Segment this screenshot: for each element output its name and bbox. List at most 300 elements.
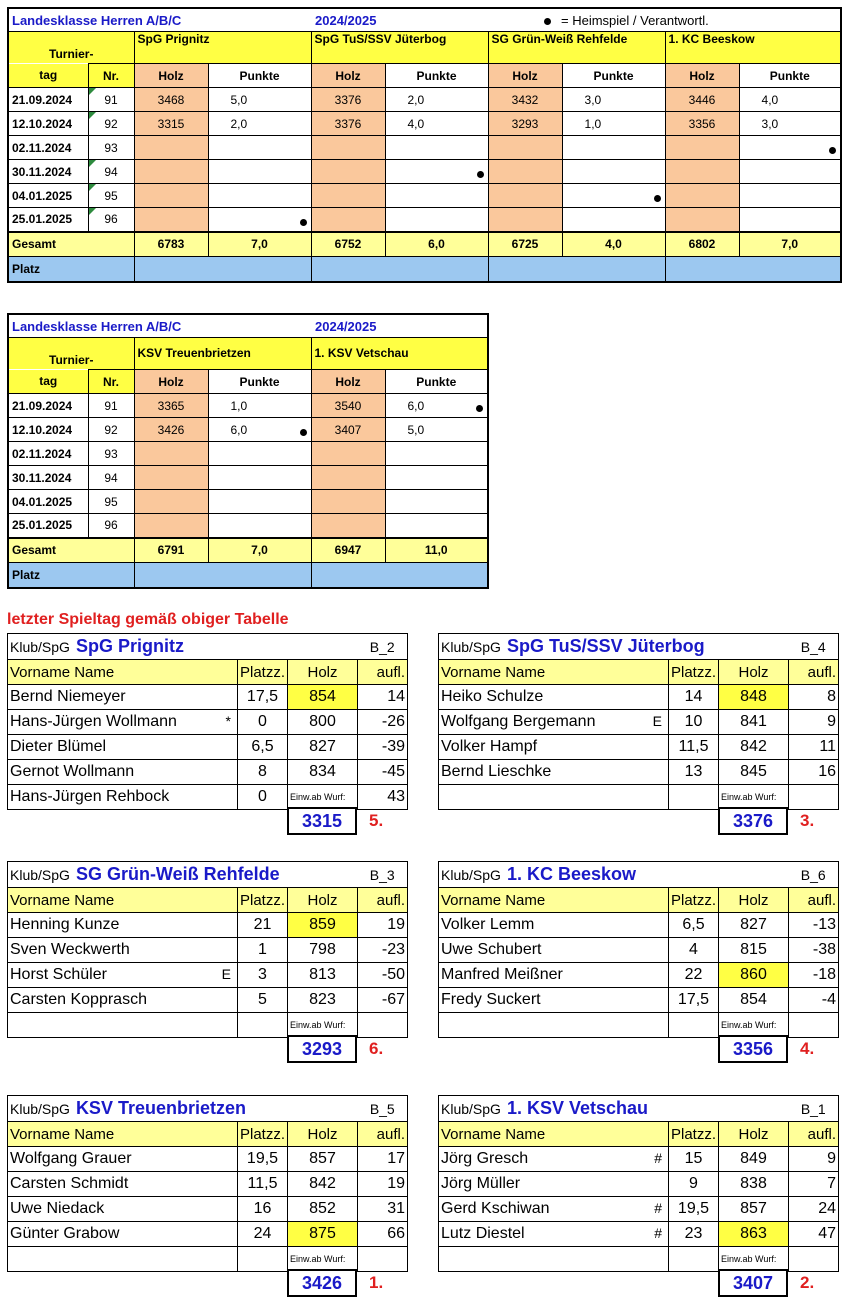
col-vorname: Vorname Name: [8, 660, 238, 685]
player-platz: 17,5: [238, 685, 288, 710]
player-aufl: -39: [358, 735, 408, 760]
col-holz: Holz: [311, 64, 385, 88]
player-platz: 6,5: [238, 735, 288, 760]
gesamt-punkte: 7,0: [739, 232, 841, 257]
player-name: Günter Grabow: [8, 1222, 238, 1247]
player-platz: 14: [669, 685, 719, 710]
standings-season: 2024/2025: [311, 8, 488, 32]
extra-player-platz: [669, 785, 719, 810]
player-holz: 815: [719, 938, 789, 963]
round-row: [8, 514, 488, 538]
player-name: Bernd Niemeyer: [8, 685, 238, 710]
club-code: B_6: [789, 862, 839, 888]
player-platz: 11,5: [238, 1172, 288, 1197]
round-nr: 93: [88, 136, 134, 160]
round-row: [8, 88, 841, 112]
round-nr: 91: [88, 394, 134, 418]
col-punkte: Punkte: [208, 370, 311, 394]
player-name: Horst Schüler E: [8, 963, 238, 988]
col-holz: Holz: [288, 1122, 358, 1147]
player-holz: 852: [288, 1197, 358, 1222]
extra-row: [8, 785, 408, 810]
round-row: [8, 490, 488, 514]
club-rank: 1.: [369, 1273, 384, 1292]
team-header: 1. KSV Vetschau: [311, 338, 488, 370]
col-punkte: Punkte: [208, 64, 311, 88]
gesamt-row: [8, 232, 841, 257]
player-row: [8, 1147, 408, 1172]
player-platz: 9: [669, 1172, 719, 1197]
player-aufl: 11: [789, 735, 839, 760]
club-box: [7, 1095, 408, 1293]
punkte-value: 5,0: [208, 88, 311, 112]
extra-row: [8, 1247, 408, 1272]
player-row: [439, 938, 839, 963]
home-note: = Heimspiel / Verantwortl.: [488, 8, 841, 32]
player-aufl: 8: [789, 685, 839, 710]
gesamt-holz: 6947: [311, 538, 385, 563]
player-platz: 15: [669, 1147, 719, 1172]
club-name: 1. KC Beeskow: [506, 864, 636, 884]
holz-value: 3446: [665, 88, 739, 112]
player-aufl: 19: [358, 913, 408, 938]
club-total: 3407: [718, 1269, 788, 1297]
col-vorname: Vorname Name: [8, 1122, 238, 1147]
player-platz: 0: [238, 710, 288, 735]
club-rank: 5.: [369, 811, 384, 830]
col-platzz: Platzz.: [238, 1122, 288, 1147]
player-aufl: 7: [789, 1172, 839, 1197]
club-box: [7, 861, 408, 1059]
extra-player-platz: [238, 1013, 288, 1038]
player-row: [439, 760, 839, 785]
club-code: B_3: [358, 862, 408, 888]
player-platz: 3: [238, 963, 288, 988]
player-row: [8, 1197, 408, 1222]
col-nr: Nr.: [88, 370, 134, 394]
col-holz: Holz: [665, 64, 739, 88]
player-platz: 1: [238, 938, 288, 963]
player-holz: 842: [288, 1172, 358, 1197]
player-aufl: -67: [358, 988, 408, 1013]
holz-value: 3407: [311, 418, 385, 442]
player-row: [8, 913, 408, 938]
club-name: 1. KSV Vetschau: [506, 1098, 649, 1118]
standings-table-1: [7, 7, 842, 283]
einw-label: Einw.ab Wurf:: [288, 785, 358, 810]
club-box: [7, 633, 408, 831]
gesamt-punkte: 7,0: [208, 232, 311, 257]
player-name: Sven Weckwerth: [8, 938, 238, 963]
round-nr: 96: [88, 208, 134, 232]
club-total: 3356: [718, 1035, 788, 1063]
player-name: Wolfgang Grauer: [8, 1147, 238, 1172]
einw-label: Einw.ab Wurf:: [719, 785, 789, 810]
player-row: [439, 1222, 839, 1247]
player-aufl: 17: [358, 1147, 408, 1172]
player-name: Uwe Niedack: [8, 1197, 238, 1222]
col-platzz: Platzz.: [669, 1122, 719, 1147]
extra-player-platz: [238, 1247, 288, 1272]
gesamt-punkte: 6,0: [385, 232, 488, 257]
player-holz: 842: [719, 735, 789, 760]
player-row: [8, 735, 408, 760]
einw-label: Einw.ab Wurf:: [719, 1247, 789, 1272]
extra-player-name: [439, 785, 669, 810]
extra-player-platz: [669, 1013, 719, 1038]
player-holz: 863: [719, 1222, 789, 1247]
standings-title: Landesklasse Herren A/B/C: [8, 8, 311, 32]
holz-value: 3293: [488, 112, 562, 136]
club-total: 3293: [287, 1035, 357, 1063]
team-header: KSV Treuenbrietzen: [134, 338, 311, 370]
player-platz: 4: [669, 938, 719, 963]
player-name: Hans-Jürgen Wollmann *: [8, 710, 238, 735]
round-nr: 92: [88, 418, 134, 442]
round-row: [8, 136, 841, 160]
home-dot-icon: [544, 18, 551, 25]
player-row: [439, 735, 839, 760]
extra-player-aufl: [358, 1013, 408, 1038]
punkte-value: 6,0: [208, 418, 311, 442]
gesamt-holz: 6725: [488, 232, 562, 257]
player-platz: 16: [238, 1197, 288, 1222]
club-header: Klub/SpG 1. KSV Vetschau: [439, 1096, 789, 1122]
player-row: [439, 1147, 839, 1172]
player-name: Bernd Lieschke: [439, 760, 669, 785]
platz-label: Platz: [8, 563, 134, 588]
home-dot-icon: [654, 195, 661, 202]
round-row: [8, 466, 488, 490]
player-holz: 854: [288, 685, 358, 710]
club-header: Klub/SpG 1. KC Beeskow: [439, 862, 789, 888]
col-holz: Holz: [288, 888, 358, 913]
extra-player-name: [8, 1247, 238, 1272]
player-platz: 8: [238, 760, 288, 785]
player-aufl: -23: [358, 938, 408, 963]
club-code: B_4: [789, 634, 839, 660]
col-punkte: Punkte: [385, 64, 488, 88]
round-date: 02.11.2024: [8, 442, 88, 466]
punkte-value: 2,0: [385, 88, 488, 112]
club-code: B_1: [789, 1096, 839, 1122]
round-row: [8, 208, 841, 232]
col-aufl: aufl.: [358, 888, 408, 913]
player-aufl: 47: [789, 1222, 839, 1247]
player-name: Carsten Schmidt: [8, 1172, 238, 1197]
player-name: Jörg Müller: [439, 1172, 669, 1197]
player-holz: 875: [288, 1222, 358, 1247]
club-header: Klub/SpG KSV Treuenbrietzen: [8, 1096, 358, 1122]
player-holz: 823: [288, 988, 358, 1013]
col-punkte: Punkte: [562, 64, 665, 88]
col-aufl: aufl.: [358, 1122, 408, 1147]
player-row: [439, 1172, 839, 1197]
player-aufl: -18: [789, 963, 839, 988]
player-holz: 848: [719, 685, 789, 710]
player-name: Henning Kunze: [8, 913, 238, 938]
col-tag: tag: [8, 370, 88, 394]
round-date: 21.09.2024: [8, 394, 88, 418]
extra-player-name: [439, 1013, 669, 1038]
col-aufl: aufl.: [789, 1122, 839, 1147]
player-holz: 798: [288, 938, 358, 963]
player-row: [439, 963, 839, 988]
player-platz: 19,5: [669, 1197, 719, 1222]
holz-value: 3356: [665, 112, 739, 136]
player-aufl: 66: [358, 1222, 408, 1247]
player-row: [439, 685, 839, 710]
round-date: 30.11.2024: [8, 160, 88, 184]
player-row: [439, 1197, 839, 1222]
player-mark: #: [654, 1150, 662, 1166]
player-aufl: -38: [789, 938, 839, 963]
player-name: Volker Lemm: [439, 913, 669, 938]
player-name: Wolfgang Bergemann E: [439, 710, 669, 735]
player-name: Lutz Diestel #: [439, 1222, 669, 1247]
round-row: [8, 112, 841, 136]
standings-season: 2024/2025: [311, 314, 488, 338]
round-row: [8, 442, 488, 466]
holz-value: 3376: [311, 112, 385, 136]
einw-label: Einw.ab Wurf:: [288, 1013, 358, 1038]
extra-row: [439, 1247, 839, 1272]
col-vorname: Vorname Name: [439, 660, 669, 685]
player-mark: E: [652, 713, 662, 729]
holz-value: 3540: [311, 394, 385, 418]
player-aufl: -13: [789, 913, 839, 938]
player-name: Fredy Suckert: [439, 988, 669, 1013]
player-aufl: -26: [358, 710, 408, 735]
extra-player-aufl: 43: [358, 785, 408, 810]
player-aufl: 31: [358, 1197, 408, 1222]
player-holz: 857: [288, 1147, 358, 1172]
extra-player-platz: 0: [238, 785, 288, 810]
punkte-value: 4,0: [739, 88, 841, 112]
col-platzz: Platzz.: [669, 888, 719, 913]
extra-player-aufl: [789, 1013, 839, 1038]
player-aufl: 16: [789, 760, 839, 785]
home-dot-icon: [476, 405, 483, 412]
col-vorname: Vorname Name: [8, 888, 238, 913]
player-aufl: 9: [789, 710, 839, 735]
einw-label: Einw.ab Wurf:: [288, 1247, 358, 1272]
home-dot-icon: [300, 429, 307, 436]
club-header: Klub/SpG SpG Prignitz: [8, 634, 358, 660]
player-platz: 21: [238, 913, 288, 938]
player-holz: 857: [719, 1197, 789, 1222]
round-row: [8, 394, 488, 418]
einw-label: Einw.ab Wurf:: [719, 1013, 789, 1038]
round-row: [8, 418, 488, 442]
gesamt-holz: 6752: [311, 232, 385, 257]
round-nr: 94: [88, 160, 134, 184]
home-dot-icon: [477, 171, 484, 178]
punkte-value: 4,0: [385, 112, 488, 136]
home-dot-icon: [829, 147, 836, 154]
punkte-value: 3,0: [562, 88, 665, 112]
club-name: SG Grün-Weiß Rehfelde: [75, 864, 280, 884]
player-holz: 813: [288, 963, 358, 988]
round-date: 04.01.2025: [8, 184, 88, 208]
standings-table-2: [7, 313, 489, 589]
home-dot-icon: [300, 219, 307, 226]
round-nr: 95: [88, 490, 134, 514]
round-date: 25.01.2025: [8, 514, 88, 538]
player-row: [8, 988, 408, 1013]
extra-row: [8, 1013, 408, 1038]
extra-row: [439, 1013, 839, 1038]
player-platz: 10: [669, 710, 719, 735]
round-nr: 94: [88, 466, 134, 490]
section-title: letzter Spieltag gemäß obiger Tabelle: [7, 611, 289, 628]
round-date: 12.10.2024: [8, 418, 88, 442]
player-row: [439, 988, 839, 1013]
col-aufl: aufl.: [789, 660, 839, 685]
club-total: 3315: [287, 807, 357, 835]
extra-row: [439, 785, 839, 810]
player-name: Volker Hampf: [439, 735, 669, 760]
club-rank: 2.: [800, 1273, 815, 1292]
club-name: KSV Treuenbrietzen: [75, 1098, 246, 1118]
player-holz: 827: [719, 913, 789, 938]
holz-value: 3426: [134, 418, 208, 442]
holz-value: 3376: [311, 88, 385, 112]
col-platzz: Platzz.: [238, 888, 288, 913]
holz-value: 3468: [134, 88, 208, 112]
col-holz: Holz: [488, 64, 562, 88]
extra-player-aufl: [789, 1247, 839, 1272]
extra-player-name: [439, 1247, 669, 1272]
round-nr: 93: [88, 442, 134, 466]
player-mark: E: [221, 966, 231, 982]
round-nr: 96: [88, 514, 134, 538]
col-nr: Nr.: [88, 64, 134, 88]
round-row: [8, 184, 841, 208]
player-aufl: -4: [789, 988, 839, 1013]
col-tag: tag: [8, 64, 88, 88]
round-nr: 91: [88, 88, 134, 112]
col-platzz: Platzz.: [669, 660, 719, 685]
player-holz: 838: [719, 1172, 789, 1197]
col-holz: Holz: [719, 660, 789, 685]
player-platz: 13: [669, 760, 719, 785]
player-holz: 845: [719, 760, 789, 785]
player-row: [8, 938, 408, 963]
platz-row: [8, 563, 488, 588]
player-holz: 841: [719, 710, 789, 735]
round-date: 30.11.2024: [8, 466, 88, 490]
player-name: Gernot Wollmann: [8, 760, 238, 785]
holz-value: 3432: [488, 88, 562, 112]
club-total: 3426: [287, 1269, 357, 1297]
platz-label: Platz: [8, 257, 134, 282]
round-row: [8, 160, 841, 184]
player-holz: 854: [719, 988, 789, 1013]
club-name: SpG Prignitz: [75, 636, 184, 656]
player-platz: 6,5: [669, 913, 719, 938]
col-holz: Holz: [134, 370, 208, 394]
player-aufl: 14: [358, 685, 408, 710]
col-punkte: Punkte: [385, 370, 488, 394]
holz-value: 3365: [134, 394, 208, 418]
player-holz: 834: [288, 760, 358, 785]
gesamt-holz: 6791: [134, 538, 208, 563]
club-box: [438, 633, 839, 831]
gesamt-label: Gesamt: [8, 538, 134, 563]
player-row: [439, 913, 839, 938]
gesamt-holz: 6802: [665, 232, 739, 257]
player-mark: #: [654, 1200, 662, 1216]
club-header: Klub/SpG SG Grün-Weiß Rehfelde: [8, 862, 358, 888]
player-holz: 849: [719, 1147, 789, 1172]
extra-player-aufl: [358, 1247, 408, 1272]
player-name: Manfred Meißner: [439, 963, 669, 988]
round-date: 12.10.2024: [8, 112, 88, 136]
club-code: B_5: [358, 1096, 408, 1122]
holz-value: 3315: [134, 112, 208, 136]
extra-player-name: Hans-Jürgen Rehbock: [8, 785, 238, 810]
col-holz: Holz: [288, 660, 358, 685]
player-holz: 827: [288, 735, 358, 760]
col-holz: Holz: [719, 888, 789, 913]
punkte-value: 5,0: [385, 418, 488, 442]
col-holz: Holz: [134, 64, 208, 88]
player-holz: 859: [288, 913, 358, 938]
club-header: Klub/SpG SpG TuS/SSV Jüterbog: [439, 634, 789, 660]
col-holz: Holz: [311, 370, 385, 394]
player-aufl: 24: [789, 1197, 839, 1222]
team-header: 1. KC Beeskow: [665, 32, 841, 64]
gesamt-holz: 6783: [134, 232, 208, 257]
gesamt-row: [8, 538, 488, 563]
club-rank: 3.: [800, 811, 815, 830]
standings-title: Landesklasse Herren A/B/C: [8, 314, 311, 338]
club-total: 3376: [718, 807, 788, 835]
punkte-value: 2,0: [208, 112, 311, 136]
player-aufl: -45: [358, 760, 408, 785]
player-holz: 800: [288, 710, 358, 735]
player-row: [439, 710, 839, 735]
gesamt-punkte: 4,0: [562, 232, 665, 257]
round-nr: 92: [88, 112, 134, 136]
player-name: Dieter Blümel: [8, 735, 238, 760]
player-holz: 860: [719, 963, 789, 988]
punkte-value: 3,0: [739, 112, 841, 136]
club-rank: 4.: [800, 1039, 815, 1058]
team-header: SpG TuS/SSV Jüterbog: [311, 32, 488, 64]
player-mark: #: [654, 1225, 662, 1241]
gesamt-label: Gesamt: [8, 232, 134, 257]
club-box: [438, 1095, 839, 1293]
extra-player-name: [8, 1013, 238, 1038]
player-name: Carsten Kopprasch: [8, 988, 238, 1013]
col-turniertag: Turnier-: [8, 338, 134, 370]
player-aufl: -50: [358, 963, 408, 988]
player-row: [8, 710, 408, 735]
col-aufl: aufl.: [358, 660, 408, 685]
col-holz: Holz: [719, 1122, 789, 1147]
player-name: Jörg Gresch #: [439, 1147, 669, 1172]
player-platz: 23: [669, 1222, 719, 1247]
club-rank: 6.: [369, 1039, 384, 1058]
player-name: Gerd Kschiwan #: [439, 1197, 669, 1222]
col-vorname: Vorname Name: [439, 1122, 669, 1147]
punkte-value: 6,0: [385, 394, 488, 418]
round-date: 21.09.2024: [8, 88, 88, 112]
player-platz: 22: [669, 963, 719, 988]
player-platz: 19,5: [238, 1147, 288, 1172]
